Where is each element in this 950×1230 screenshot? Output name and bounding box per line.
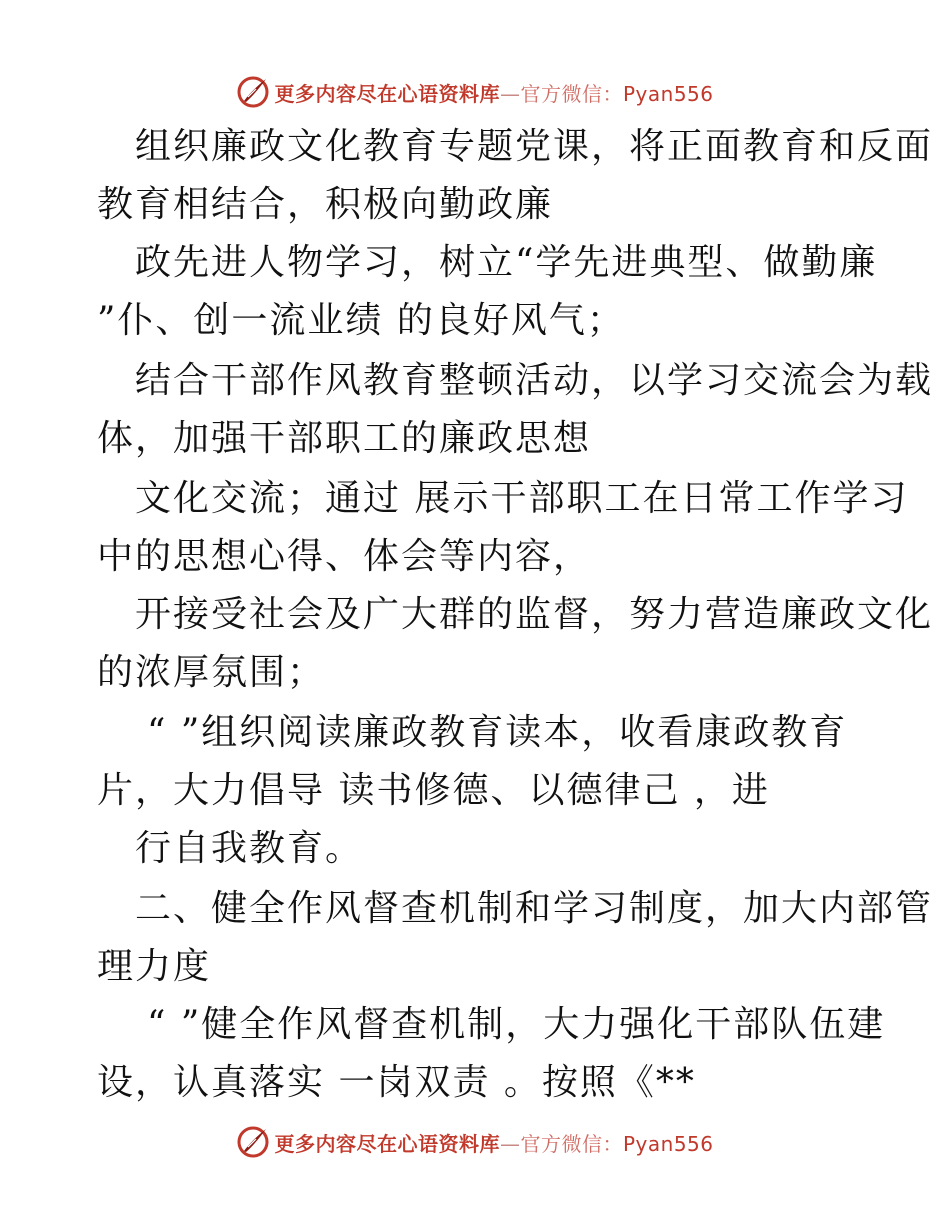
text-line: 教育相结合，积极向勤政廉	[97, 184, 554, 225]
text-line: 设，认真落实 一岗双责 。按照《**	[97, 1062, 696, 1103]
banner-dash: —	[499, 1131, 521, 1156]
footer-watermark-banner	[0, 1122, 950, 1162]
text-line: ”仆、创一流业绩 的良好风气；	[97, 300, 625, 341]
text-line: 文化交流；通过 展示干部职工在日常工作学习	[135, 478, 909, 519]
section-heading: 二、健全作风督查机制和学习制度，加大内部管	[135, 888, 934, 929]
banner-account: Pyan556	[622, 81, 714, 106]
text-line: 结合干部作风教育整顿活动，以学习交流会为载	[135, 360, 934, 401]
banner-dash: —	[499, 81, 521, 106]
banner-main-text: 更多内容尽在心语资料库	[274, 81, 500, 106]
feather-logo-icon	[236, 1125, 270, 1159]
text-line: 组织廉政文化教育专题党课，将正面教育和反面	[135, 126, 934, 167]
text-line: “ ”组织阅读廉政教育读本，收看康政教育	[147, 712, 848, 753]
banner-account: Pyan556	[622, 1131, 714, 1156]
text-line: 行自我教育。	[135, 828, 364, 869]
text-line: 中的思想心得、体会等内容，	[97, 536, 592, 577]
text-line: 开接受社会及广大群的监督，努力营造廉政文化	[135, 594, 934, 635]
text-line: 体，加强干部职工的廉政思想	[97, 418, 592, 459]
section-heading: 理力度	[97, 946, 212, 987]
text-line: 片，大力倡导 读书修德、以德律己 ，进	[97, 770, 770, 811]
banner-main-text: 更多内容尽在心语资料库	[274, 1131, 500, 1156]
text-line: 的浓厚氛围；	[97, 652, 326, 693]
text-line: 政先进人物学习，树立“学先进典型、做勤廉	[135, 242, 878, 283]
banner-sub-text: 官方微信：	[520, 81, 623, 106]
banner-sub-text: 官方微信：	[520, 1131, 623, 1156]
text-line: “ ”健全作风督查机制，大力强化干部队伍建	[147, 1004, 886, 1045]
